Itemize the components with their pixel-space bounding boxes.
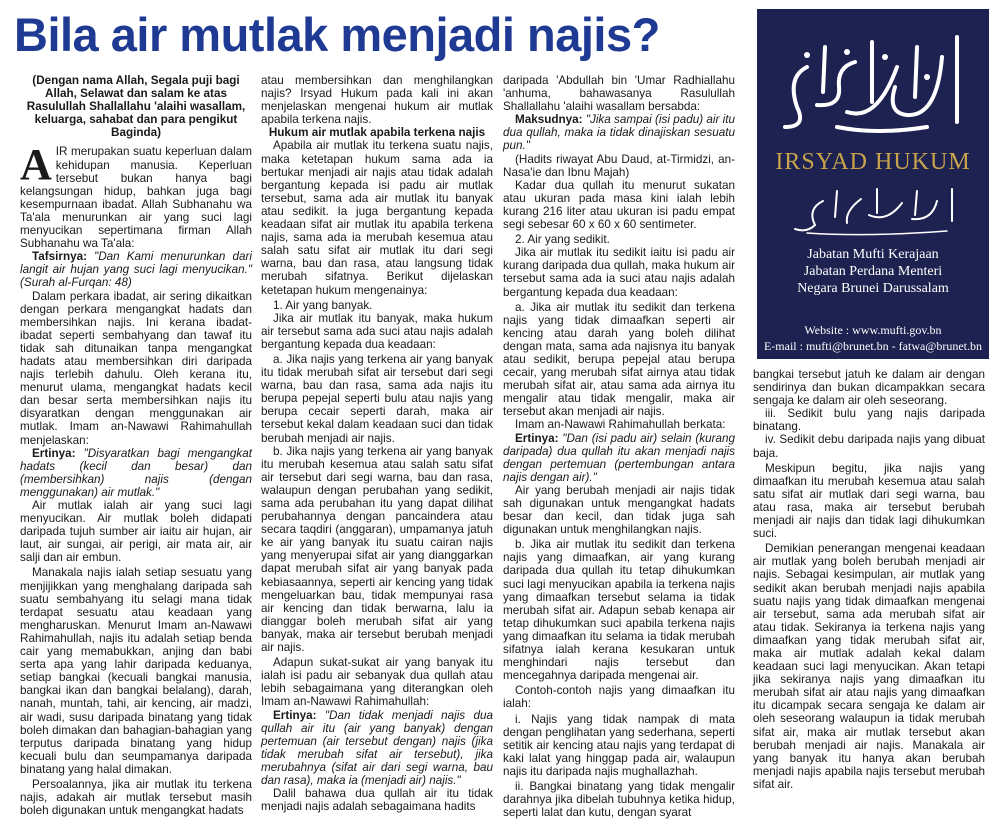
- article-column-4: [753, 368, 985, 808]
- arabic-subtitle-icon: [787, 181, 959, 239]
- paragraph: daripada 'Abdullah bin 'Umar Radhiallahu 'anhuma, bahawasanya Rasulullah Shallallahu 'alaihi wasallam bersabda:: [503, 74, 735, 114]
- article-column-3: [503, 74, 735, 819]
- paragraph: b. Jika najis yang terkena air yang banyak itu merubah kesemua atau salah satu sifat air tersebut dari segi warna, bau dan rasa, walaupun dengan perubahan yang sedikit, sama ada perubahan itu yang dapat dilihat perubahannya dengan pancaindera atau secara taqdiri (anggaran), umpamanya jatuh ke air yang banyak itu suatu cairan najis yang menyerupai sifat air yang dianggarkan dapat merubah sifat air yang banyak pada kebiasaannya, seperti air kencing yang tidak mengeluarkan bau, tidak mempunyai rasa air kencing dan tidak berwarna, lalu ia dianggar boleh merubah sifat air yang banyak, maka air tersebut berubah menjadi air najis.: [261, 444, 493, 655]
- paragraph: a. Jika najis yang terkena air yang banyak itu tidak merubah sifat air tersebut dari segi warna, bau dan rasa, sama ada najis itu berupa pepejal seperti bulu atau najis yang berupa cecair seperti darah, maka air tersebut kekal dalam keadaan suci dan tidak berubah menjadi air najis.: [261, 352, 493, 445]
- paragraph: Jika air mutlak itu banyak, maka hukum air tersebut sama ada suci atau najis adalah bergantung kepada dua keadaan:: [261, 311, 493, 351]
- institution-line-3: Negara Brunei Darussalam: [797, 281, 949, 296]
- headline: Bila air mutlak menjadi najis?: [14, 8, 660, 61]
- drop-cap: A: [20, 140, 52, 190]
- paragraph: Adapun sukat-sukat air yang banyak itu ialah isi padu air sebanyak dua qullah atau lebih sebagaimana yang diterangkan oleh Imam an-Nawawi Rahimahullah:: [261, 656, 493, 709]
- institution-line-2: Jabatan Perdana Menteri: [803, 264, 943, 279]
- ertinya-text: "Disyaratkan bagi mengangkat hadats (kecil dan besar) dan (membersihkan) najis (dengan menggunakan) air mutlak.": [20, 446, 252, 499]
- paragraph: Kadar dua qullah itu menurut sukatan atau ukuran pada masa kini ialah lebih kurang 216 liter atau ukuran isi padu empat segi sebesar 60 x 60 x 60 sentimeter.: [503, 178, 735, 232]
- paragraph: Demikian penerangan mengenai keadaan air mutlak yang boleh berubah menjadi air najis. Sebagai kesimpulan, air mutlak yang sedikit akan berubah menjadi najis apabila suatu najis yang tidak dimaafkan mengenai air tersebut, sama ada merubah sifat air atau tidak. Sekiranya ia terkena najis yang dimaafkan yang tidak merubah sifat air, maka air mutlak adalah kekal dalam keadaan suci lagi menyucikan. Akan tetapi jika sekiranya najis yang dimaafkan itu merubah sifat air atau najis yang dimaafkan itu dicampak secara sengaja ke dalam air oleh seseorang walaupun ia tidak merubah sifat air, maka air mutlak tersebut akan berubah menjadi air najis. Manakala air yang banyak itu hanya akan berubah menjadi najis apabila najis tersebut merubah sifat air.: [753, 542, 985, 791]
- paragraph: 1. Air yang banyak.: [273, 298, 373, 312]
- paragraph: 2. Air yang sedikit.: [515, 233, 610, 247]
- paragraph: Dalil bahawa dua qullah air itu tidak menjadi najis adalah sebagaimana hadits: [261, 787, 493, 814]
- paragraph: atau membersihkan dan menghilangkan najis? Irsyad Hukum pada kali ini akan menjelaskan mengenai hukum air mutlak apabila terkena najis.: [261, 74, 493, 127]
- institution-line-1: Jabatan Mufti Kerajaan: [807, 247, 939, 262]
- paragraph: (Hadits riwayat Abu Daud, at-Tirmidzi, an-Nasa'ie dan Ibnu Majah): [503, 152, 735, 179]
- paragraph: bangkai tersebut jatuh ke dalam air dengan sendirinya dan bukan dicampakkan secara sengaja ke dalam air oleh seseorang.: [753, 368, 985, 408]
- logo-title: IRSYAD HUKUM: [775, 149, 971, 175]
- tafsir-text: "Dan Kami menurunkan dari langit air hujan yang suci lagi menyucikan." (Surah al-Furqan: 48): [20, 250, 252, 290]
- ertinya-text: "Dan tidak menjadi najis dua qullah air itu (air yang banyak) dengan pertemuan (air tersebut dengan) najis (jika tidak merubah sifat air tersebut), jika merubahnya (sifat air dari segi warna, bau dan rasa), maka ia (menjadi air) najis.": [261, 708, 493, 787]
- paragraph: i. Najis yang tidak nampak di mata dengan penglihatan yang sederhana, seperti setitik air kencing atau najis yang terdapat di kaki lalat yang hinggap pada air, walaupun najis itu daripada najis mughallazhah.: [503, 712, 735, 778]
- tafsir-label: Tafsirnya:: [32, 250, 87, 264]
- intro-dedication: (Dengan nama Allah, Segala puji bagi Allah, Selawat dan salam ke atas Rasulullah Shallallahu 'alaihi wasallam, keluarga, sahabat dan para pengikut Baginda): [26, 74, 246, 140]
- email-text: E-mail : mufti@brunet.bn - fatwa@brunet.bn: [763, 339, 983, 353]
- paragraph: a. Jika air mutlak itu sedikit dan terkena najis yang tidak dimaafkan seperti air kencing atau darah yang boleh dilihat dengan mata, sama ada najisnya itu banyak atau sedikit, berupa pepejal atau berupa cecair, yang merubah sifat airnya atau tidak merubah sifat air, atau sama ada airnya itu mengalir atau tidak mengalir, maka air tersebut akan menjadi air najis.: [503, 300, 735, 419]
- institution-block: [757, 246, 989, 297]
- paragraph: ii. Bangkai binatang yang tidak mengalir darahnya jika dibelah tubuhnya ketika hidup, seperti lalat dan kutu, dengan syarat: [503, 779, 735, 819]
- paragraph: Meskipun begitu, jika najis yang dimaafkan itu merubah kesemua atau salah satu sifat air mutlak dari segi warna, bau atau rasa, maka air tersebut berubah menjadi air najis dan tidak lagi dihukumkan suci.: [753, 461, 985, 541]
- maksudnya-quote: [503, 113, 735, 152]
- tafsir-quote: [20, 250, 252, 289]
- paragraph: Imam an-Nawawi Rahimahullah berkata:: [515, 418, 726, 432]
- ertinya-label: Ertinya:: [273, 708, 317, 722]
- paragraph: iv. Sedikit debu daripada najis yang dibuat baja.: [753, 433, 985, 460]
- paragraph: Air mutlak ialah air yang suci lagi menyucikan. Air mutlak boleh didapati daripada tujuh sumber air iaitu air hujan, air laut, air sungai, air perigi, air mata air, air salji dan air embun.: [20, 499, 252, 565]
- ertinya-label: Ertinya:: [515, 431, 559, 445]
- maksudnya-text: "Jika sampai (isi padu) air itu dua qullah, maka ia tidak dinajiskan sesuatu pun.": [503, 113, 735, 153]
- paragraph-text: IR merupakan suatu keperluan dalam kehidupan manusia. Keperluan tersebut bukan hanya bagi kelangsungan hidup, bahkan juga bagi kesempurnaan ibadat. Allah Subhanahu wa Ta'ala menurunkan air yang suci lagi menyucikan sepertimana firman Allah Subhanahu wa Ta'ala:: [20, 145, 252, 251]
- paragraph: Air yang berubah menjadi air najis tidak sah digunakan untuk mengangkat hadats besar dan kecil, dan tidak juga sah digunakan untuk menghilangkan najis.: [503, 483, 735, 537]
- website-text: Website : www.mufti.gov.bn: [804, 323, 942, 337]
- ertinya-text: "Dan (isi padu air) selain (kurang daripada) dua qullah itu akan menjadi najis dengan pertemuan (pertembungan antara najis dengan air).": [503, 431, 735, 484]
- article-column-2: [261, 74, 493, 814]
- paragraph: b. Jika air mutlak itu sedikit dan terkena najis yang dimaafkan, air yang kurang daripada dua qullah itu tetap dihukumkan suci lagi menyucikan apabila ia terkena najis yang dimaafkan tersebut selama ia tidak merubah sifat air. Adapun sebab kenapa air tetap dihukumkan suci apabila terkena najis yang dimaafkan itu selama ia tidak merubah sifatnya ialah kerana kesukaran untuk menghindari najis tersebut dan mencegahnya daripada mengenai air.: [503, 538, 735, 683]
- paragraph: iii. Sedikit bulu yang najis daripada binatang.: [753, 407, 985, 434]
- paragraph: Apabila air mutlak itu terkena suatu najis, maka ketetapan hukum sama ada ia bertukar menjadi air najis atau tidak adalah bergantung kepada isi padu air mutlak tersebut, sama ada air mutlak itu banyak atau sedikit. Ia juga bergantung kepada keadaan sifat air mutlak itu apabila terkena najis, sama ada ia merubah kesemua atau salah satu sifat air mutlak itu dari segi warna, bau dan rasa, atau langsung tidak merubah sifatnya. Berikut dijelaskan ketetapan hukum mengenainya:: [261, 139, 493, 297]
- ertinya-label: Ertinya:: [32, 446, 76, 460]
- paragraph: [20, 140, 252, 251]
- paragraph: Contoh-contoh najis yang dimaafkan itu ialah:: [503, 684, 735, 711]
- paragraph: Manakala najis ialah setiap sesuatu yang menjijikkan yang menghalang daripada sah suatu sembahyang itu selagi mana tidak terdapat sesuatu atau keadaan yang mengharuskan. Menurut Imam an-Nawawi Rahimahullah, najis itu adalah setiap benda cair yang memabukkan, anjing dan babi serta apa yang lahir daripada keduanya, setiap bangkai (kecuali bangkai manusia, bangkai ikan dan bangkai belalang), darah, nanah, muntah, tahi, air kencing, air madzi, air wadi, susu daripada binatang yang tidak boleh dimakan dan bahagian-bahagian yang terputus daripada binatang yang hidup kecuali bulu dan seumpamanya daripada binatang yang halal dimakan.: [20, 566, 252, 776]
- maksudnya-label: Maksudnya:: [515, 113, 583, 127]
- arabic-calligraphy-icon: [777, 27, 969, 137]
- article-column-1: [20, 74, 252, 818]
- section-subheading: Hukum air mutlak apabila terkena najis: [268, 126, 486, 140]
- ertinya-quote: [503, 432, 735, 484]
- paragraph: Persoalannya, jika air mutlak itu terkena najis, adakah air mutlak tersebut masih boleh digunakan untuk mengangkat hadats: [20, 777, 252, 818]
- paragraph: Jika air mutlak itu sedikit iaitu isi padu air kurang daripada dua qullah, maka hukum air tersebut sama ada ia suci atau najis adalah bergantung kepada dua keadaan:: [503, 246, 735, 299]
- ertinya-quote: [261, 709, 493, 788]
- ertinya-quote: [20, 447, 252, 499]
- irsyad-hukum-logo: [757, 9, 989, 359]
- paragraph: Dalam perkara ibadat, air sering dikaitkan dengan perkara mengangkat hadats dan membersihkan najis. Ini kerana ibadat-ibadat seperti sembahyang dan tawaf itu tidak sah ditunaikan tanpa mengangkat hadats atau membersihkan diri daripada najis terlebih dahulu. Oleh kerana itu, menurut ulama, mengangkat hadats kecil dan besar serta membersihkan najis itu disyaratkan dengan menggunakan air mutlak. Imam an-Nawawi Rahimahullah menjelaskan:: [20, 289, 252, 447]
